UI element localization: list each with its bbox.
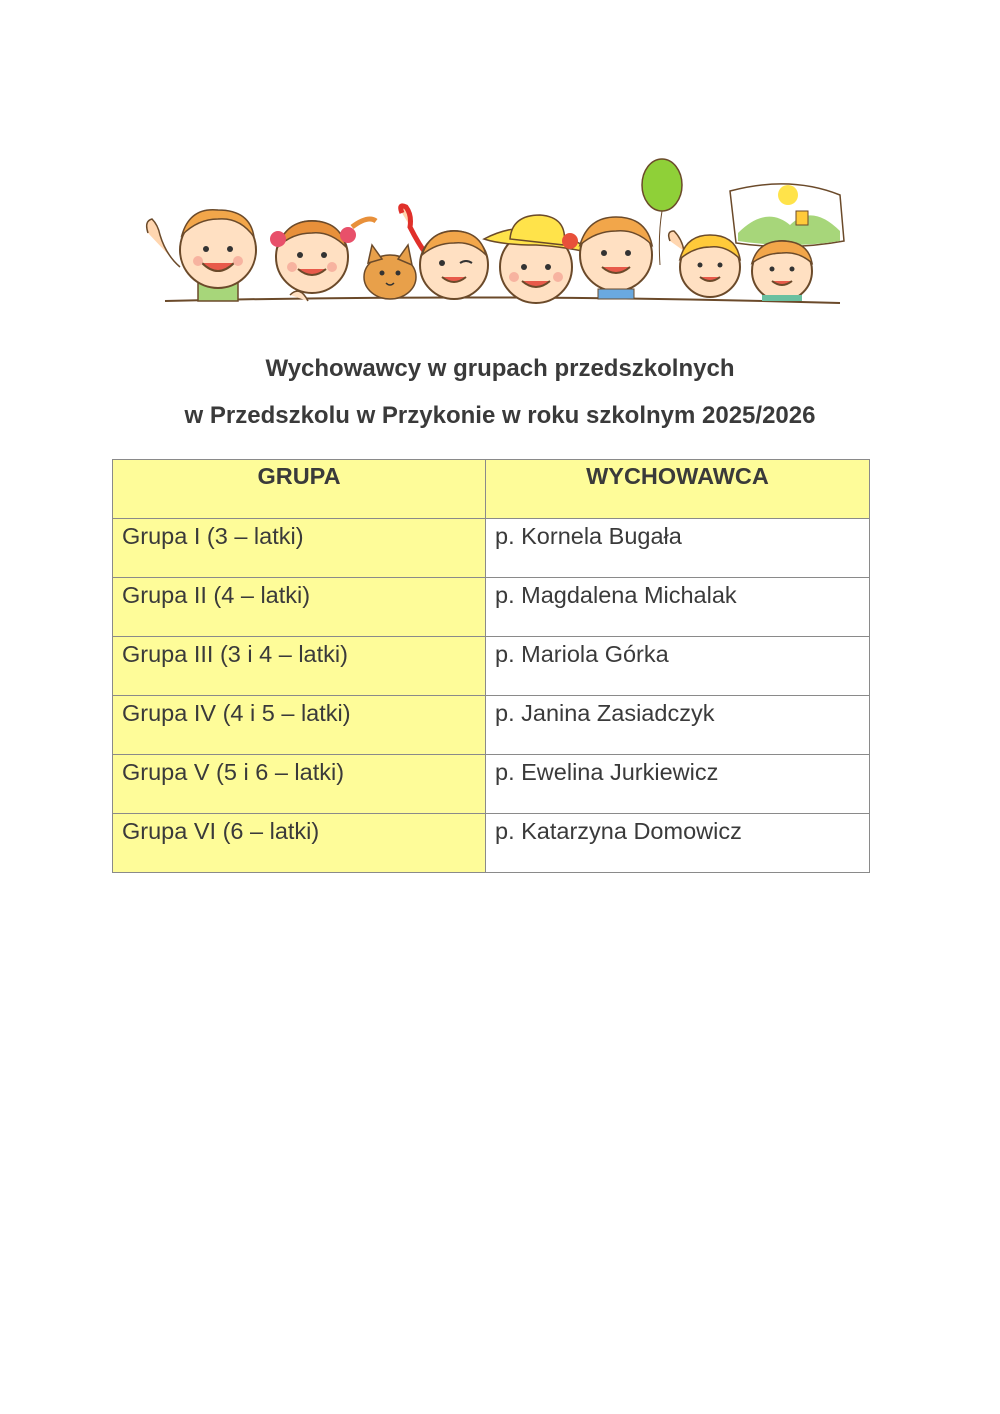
group-cell: Grupa IV (4 i 5 – latki) (113, 696, 486, 755)
child-1-figure (147, 210, 256, 301)
teacher-cell: p. Janina Zasiadczyk (486, 696, 870, 755)
header-group: GRUPA (113, 460, 486, 519)
group-cell: Grupa II (4 – latki) (113, 578, 486, 637)
table-row (113, 519, 870, 578)
page-title: Wychowawcy w grupach przedszkolnych (265, 355, 735, 382)
groups-table (112, 459, 870, 873)
group-cell: Grupa III (3 i 4 – latki) (113, 637, 486, 696)
table-row (113, 814, 870, 873)
teacher-cell: p. Kornela Bugała (486, 519, 870, 578)
table-row (113, 578, 870, 637)
page-subtitle: w Przedszkolu w Przykonie w roku szkolnym 2025/2026 (184, 402, 816, 429)
teacher-cell: p. Katarzyna Domowicz (486, 814, 870, 873)
teacher-cell: p. Mariola Górka (486, 637, 870, 696)
children-banner-illustration (140, 155, 860, 325)
teacher-cell: p. Ewelina Jurkiewicz (486, 755, 870, 814)
header-teacher: WYCHOWAWCA (486, 460, 870, 519)
child-6-figure (669, 231, 740, 297)
cat-figure (364, 245, 416, 299)
child-5-figure (580, 159, 682, 299)
table-row (113, 637, 870, 696)
group-cell: Grupa V (5 i 6 – latki) (113, 755, 486, 814)
group-cell: Grupa VI (6 – latki) (113, 814, 486, 873)
table-row (113, 696, 870, 755)
group-cell: Grupa I (3 – latki) (113, 519, 486, 578)
table-header-row (113, 460, 870, 519)
table-row (113, 755, 870, 814)
teacher-cell: p. Magdalena Michalak (486, 578, 870, 637)
child-2-figure (270, 219, 376, 301)
child-7-figure (730, 184, 844, 301)
